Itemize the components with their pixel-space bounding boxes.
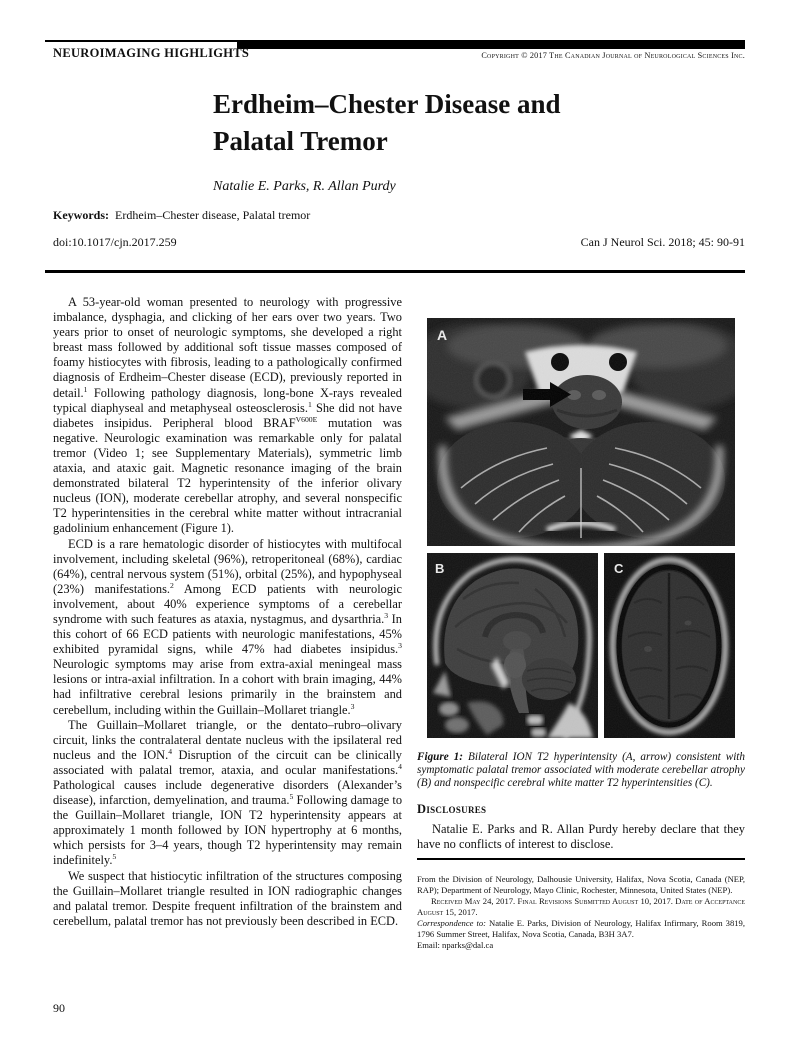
figure-panel-c-mri-image — [604, 553, 735, 738]
body-paragraph: A 53-year-old woman presented to neurology with progressive imbalance, dysphagia, and clicking of her ears over two years. Two years prior to onset of neurologic symptoms, she developed a right breast mass followed by additional soft tissue masses composed of foamy histiocytes with fibrosis, leading to a pathologically confirmed diagnosis of Erdheim–Chester disease (ECD), previously reported in detail.$^1$ Following pathology diagnosis, long-bone X-rays revealed typical diaphyseal and metaphyseal osteosclerosis.$^1$ She did not have diabetes insipidus. Peripheral blood $BRAF^{V600E}$ mutation was negative. Neurologic examination was remarkable only for palatal tremor (Video 1; see Supplementary Materials), symmetric limb ataxia, and ataxic gait. Magnetic resonance imaging of the brain demonstrated bilateral T2 hyperintensity of the inferior olivary nucleus (ION), moderate cerebellar atrophy, and several nonspecific T2 hyperintensities in the cerebral white matter without intracranial gadolinium enhancement (Figure 1). — [53, 295, 402, 536]
authors: Natalie E. Parks, R. Allan Purdy — [213, 179, 396, 194]
body-paragraph: We suspect that histiocytic infiltration of the structures composing the Guillain–Mollaret triangle resulted in ION radiographic changes and palatal tremor. Despite frequent infiltration of the brainstem and cerebellum, palatal tremor has not previously been described in ECD. — [53, 868, 402, 928]
correspondence-text: Natalie E. Parks, Division of Neurology, Halifax Infirmary, Room 3819, 1796 Summer Street, Halifax, Nova Scotia, Canada, B3H 3A7. — [417, 918, 745, 939]
body-right-column — [417, 318, 745, 852]
disclosures-heading: Disclosures — [417, 801, 487, 816]
figure-caption-text: Bilateral ION T2 hyperintensity (A, arrow) consistent with symptomatic palatal tremor associated with moderate cerebellar atrophy (B) and nonspecific cerebral white matter T2 hyperintensities (C). — [417, 751, 745, 790]
figure-caption-label: Figure 1: — [417, 751, 463, 763]
article-title-line1: Erdheim–Chester Disease and — [213, 89, 561, 119]
body-paragraph: The Guillain–Mollaret triangle, or the dentato–rubro–olivary circuit, links the contralateral dentate nucleus with the ipsilateral red nucleus and the ION.$^4$ Disruption of the circuit can be clinically associated with palatal tremor, ataxia, and ocular manifestations.$^4$ Pathological causes include degenerative disorders (Alexander’s disease), infarction, demyelination, and trauma.$^5$ Following damage to the Guillain–Mollaret triangle, ION T2 hyperintensity appears at approximately 1 month followed by ION hypertrophy at 6 months, which persists for 3–4 years, though T2 hyperintensity may remain indefinitely.$^5$ — [53, 717, 403, 868]
keywords-value: Erdheim–Chester disease, Palatal tremor — [115, 208, 311, 222]
figure-caption — [417, 751, 745, 791]
figure-panel-a-mri-image — [427, 318, 735, 546]
title-separator-rule — [45, 270, 745, 273]
keywords-label: Keywords: — [53, 208, 109, 222]
keywords-line — [53, 208, 310, 223]
body-left-column — [53, 295, 402, 929]
section-heading: NEUROIMAGING HIGHLIGHTS — [53, 46, 250, 60]
doi: doi:10.1017/cjn.2017.259 — [53, 235, 177, 249]
citation: Can J Neurol Sci. 2018; 45: 90-91 — [580, 235, 745, 249]
article-title — [213, 86, 561, 160]
doi-row — [53, 235, 745, 250]
panel-a-label: A — [437, 327, 448, 343]
figure-panel-b-mri-image — [427, 553, 598, 738]
page-number: 90 — [53, 1001, 65, 1015]
footnote-block — [417, 858, 745, 951]
disclosures-text: Natalie E. Parks and R. Allan Purdy hereby declare that they have no conflicts of interest to disclose. — [417, 821, 745, 851]
body-paragraph: ECD is a rare hematologic disorder of histiocytes with multifocal involvement, including skeletal (96%), retroperitoneal (68%), cardiac (64%), central nervous system (51%), orbital (25%), and hypophyseal (23%) manifestations.$^2$ Among ECD patients with neurologic involvement, about 40% experience symptoms of a cerebellar syndrome with such features as ataxia, nystagmus, and dysarthria.$^3$ In this cohort of 66 ECD patients with neurologic manifestations, 45% exhibited pyramidal signs, while 47% had diabetes insipidus.$^3$ Neurologic symptoms may arise from extra-axial meningeal mass lesions or intra-axial infiltration. In a cohort with brain imaging, 44% had infiltrative cerebral lesions primarily in the brainstem and cerebellum, including within the Guillain–Mollaret triangle.$^3$ — [53, 536, 402, 717]
correspondence-label: Correspondence to: — [417, 918, 487, 928]
correspondence-note — [417, 918, 745, 940]
copyright-line: Copyright © 2017 The Canadian Journal of Neurological Sciences Inc. — [481, 51, 745, 60]
panel-b-label: B — [435, 561, 445, 576]
email-note: Email: nparks@dal.ca — [417, 940, 494, 950]
affiliation-note: From the Division of Neurology, Dalhousie University, Halifax, Nova Scotia, Canada (NEP, RAP); Department of Neurology, Mayo Clinic, Rochester, Minnesota, United States (NEP). — [417, 874, 745, 895]
panel-c-label: C — [614, 561, 624, 576]
article-title-line2: Palatal Tremor — [213, 126, 388, 156]
figure-panels-bc — [427, 553, 735, 738]
header-bar — [237, 41, 745, 49]
received-dates-note: Received May 24, 2017. Final Revisions Submitted August 10, 2017. Date of Acceptance August 15, 2017. — [417, 896, 745, 917]
